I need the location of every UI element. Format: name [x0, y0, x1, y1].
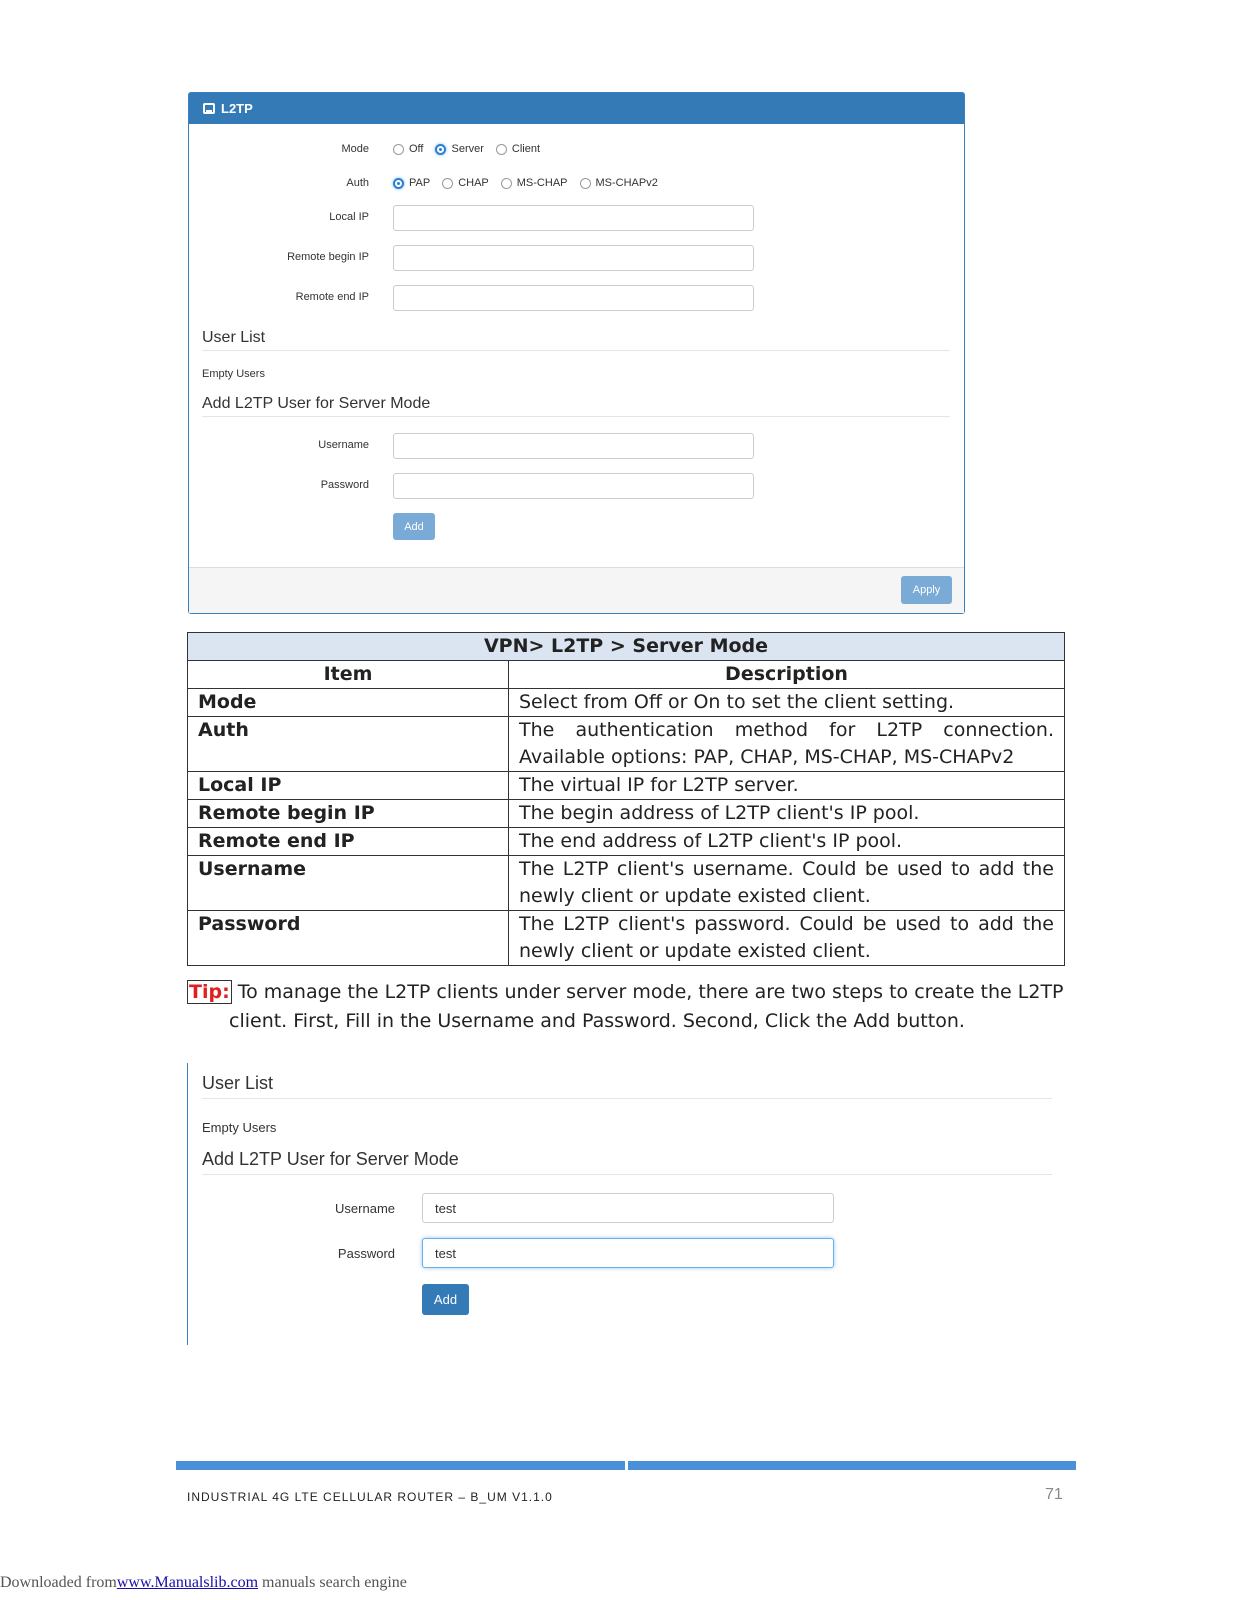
example-screenshot [187, 1063, 1058, 1345]
mode-option-client[interactable]: Client [496, 143, 540, 155]
password-label: Password [337, 1246, 395, 1261]
panel-footer [189, 567, 964, 613]
row-desc: The end address of L2TP client's IP pool. [509, 828, 1065, 856]
download-note [0, 1574, 407, 1592]
divider [202, 350, 950, 351]
auth-radio-group [393, 177, 670, 189]
row-item: Auth [188, 717, 509, 772]
radio-icon [442, 178, 453, 189]
remote-end-ip-input[interactable] [393, 285, 754, 311]
header-item: Item [188, 661, 509, 689]
router-icon [203, 103, 215, 114]
radio-icon [580, 178, 591, 189]
table-row [188, 772, 1065, 800]
user-list-title: User List [202, 329, 266, 346]
empty-users-text: Empty Users [202, 368, 265, 380]
document-title: INDUSTRIAL 4G LTE CELLULAR ROUTER – B_UM V1.1.0 [187, 1490, 553, 1504]
row-item: Remote begin IP [188, 800, 509, 828]
table-row [188, 828, 1065, 856]
auth-label: Auth [346, 177, 369, 189]
row-item: Local IP [188, 772, 509, 800]
user-list-title: User List [202, 1073, 274, 1093]
divider [202, 1098, 1052, 1099]
radio-icon [496, 144, 507, 155]
add-user-button[interactable]: Add [422, 1284, 469, 1315]
table-row [188, 856, 1065, 911]
row-desc: The virtual IP for L2TP server. [509, 772, 1065, 800]
table-row [188, 689, 1065, 717]
username-input[interactable] [393, 433, 754, 459]
row-desc: The authentication method for L2TP connection. Available options: PAP, CHAP, MS-CHAP, MS-CHAPv2 [509, 717, 1065, 772]
password-input[interactable]: test [422, 1238, 834, 1268]
add-user-button[interactable]: Add [393, 513, 435, 540]
row-item: Mode [188, 689, 509, 717]
radio-selected-icon [435, 144, 446, 155]
download-prefix: Downloaded from [0, 1574, 117, 1591]
username-input[interactable]: test [422, 1193, 834, 1223]
add-user-title: Add L2TP User for Server Mode [202, 1149, 459, 1169]
empty-users-text: Empty Users [202, 1120, 277, 1135]
password-input[interactable] [393, 473, 754, 499]
panel-title: L2TP [221, 101, 253, 116]
local-ip-input[interactable] [393, 205, 754, 231]
mode-option-server[interactable]: Server [435, 143, 483, 155]
table-caption: VPN> L2TP > Server Mode [188, 633, 1065, 661]
header-description: Description [509, 661, 1065, 689]
divider [202, 416, 950, 417]
table-row [188, 717, 1065, 772]
mode-label: Mode [341, 143, 369, 155]
username-label: Username [335, 1201, 395, 1216]
table-row [188, 800, 1065, 828]
row-desc: Select from Off or On to set the client setting. [509, 689, 1065, 717]
row-item: Password [188, 911, 509, 966]
apply-button[interactable]: Apply [901, 576, 952, 604]
mode-radio-group [393, 143, 552, 155]
add-user-title: Add L2TP User for Server Mode [202, 395, 431, 412]
row-item: Remote end IP [188, 828, 509, 856]
auth-option-mschap[interactable]: MS-CHAP [501, 177, 568, 189]
l2tp-panel [188, 92, 965, 614]
download-suffix: manuals search engine [258, 1574, 407, 1591]
tip-label: Tip: [189, 981, 230, 1003]
tip-line-2: client. First, Fill in the Username and Password. Second, Click the Add button. [229, 1010, 965, 1032]
auth-option-pap[interactable]: PAP [393, 177, 430, 189]
auth-option-chap[interactable]: CHAP [442, 177, 489, 189]
remote-begin-ip-label: Remote begin IP [287, 251, 369, 263]
radio-selected-icon [393, 178, 404, 189]
manualslib-link[interactable]: www.Manualslib.com [116, 1574, 259, 1591]
password-label: Password [320, 479, 369, 491]
username-label: Username [318, 439, 369, 451]
remote-begin-ip-input[interactable] [393, 245, 754, 271]
panel-header [189, 93, 964, 124]
tip-line-1: To manage the L2TP clients under server mode, there are two steps to create the L2TP [231, 981, 1064, 1003]
row-desc: The begin address of L2TP client's IP pool. [509, 800, 1065, 828]
row-desc: The L2TP client's username. Could be used to add the newly client or update existed client. [509, 856, 1065, 911]
auth-option-mschapv2[interactable]: MS-CHAPv2 [580, 177, 658, 189]
divider [202, 1174, 1052, 1175]
server-mode-table [187, 632, 1065, 966]
row-desc: The L2TP client's password. Could be used to add the newly client or update existed client. [509, 911, 1065, 966]
footer-bar [176, 1461, 1076, 1470]
page-number: 71 [1045, 1486, 1063, 1503]
row-item: Username [188, 856, 509, 911]
radio-icon [393, 144, 404, 155]
radio-icon [501, 178, 512, 189]
tip-paragraph [187, 978, 1067, 1036]
table-row [188, 911, 1065, 966]
mode-option-off[interactable]: Off [393, 143, 423, 155]
remote-end-ip-label: Remote end IP [295, 291, 369, 303]
local-ip-label: Local IP [329, 211, 369, 223]
